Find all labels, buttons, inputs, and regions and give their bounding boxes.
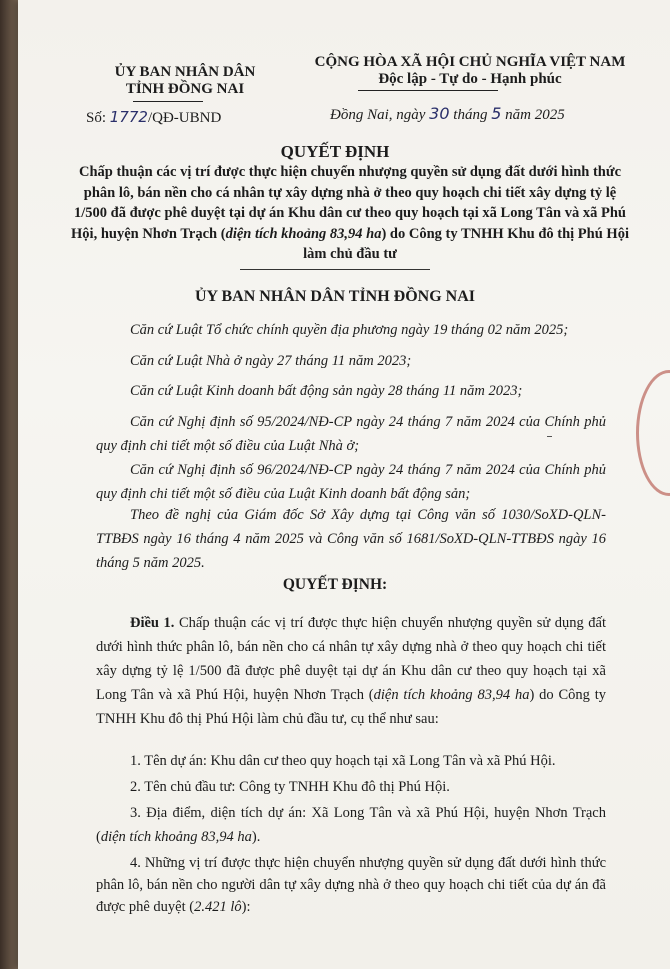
date-month: 5 [491, 104, 502, 123]
legal-basis-5: Căn cứ Nghị định số 96/2024/NĐ-CP ngày 24 tháng 7 năm 2024 của Chính phủ quy định chi tiết một số điều của Luật Kinh doanh bất động sản; [96, 462, 606, 502]
authority-line-1: ỦY BAN NHÂN DÂN [114, 64, 256, 80]
item-3-italic: diện tích khoảng 83,94 ha [100, 829, 252, 845]
summary-text-1: Chấp thuận các vị trí được thực hiện chuyển nhượng quyền sử dụng đất dưới hình thức phân lô, bán nền cho cá nhân tự xây dựng nhà ở theo quy hoạch chi tiết xây dựng tỷ lệ 1/500 đã được phê duyệt tại dự án Khu dân cư theo quy hoạch tại xã Long Tân và xã Phú Hội, huyện Nhơn Trạch ( [71, 164, 626, 242]
date-suffix: năm 2025 [501, 107, 565, 123]
legal-basis-6: Theo đề nghị của Giám đốc Sở Xây dựng tại Công văn số 1030/SoXD-QLN-TTBĐS ngày 16 tháng 4 năm 2025 và Công văn số 1681/SoXD-QLN-TTBĐS ngày 16 tháng 5 năm 2025. [96, 507, 606, 571]
legal-basis-1: Căn cứ Luật Tổ chức chính quyền địa phương ngày 19 tháng 02 năm 2025; [130, 322, 569, 338]
article-1 [96, 611, 606, 731]
stray-mark [547, 436, 552, 437]
number-suffix: /QĐ-UBND [147, 110, 222, 126]
header-left-divider [133, 101, 203, 102]
decision-heading: QUYẾT ĐỊNH: [282, 576, 388, 593]
issuer-heading: ỦY BAN NHÂN DÂN TỈNH ĐỒNG NAI [194, 288, 475, 305]
item-3 [96, 801, 606, 849]
number-handwritten: 1772 [109, 108, 148, 126]
item-4 [96, 852, 606, 918]
issue-date [330, 104, 565, 124]
item-1: 1. Tên dự án: Khu dân cư theo quy hoạch tại xã Long Tân và xã Phú Hội. [130, 753, 556, 769]
document-summary [70, 162, 630, 265]
number-prefix: Số: [86, 110, 110, 126]
item-4-text: 4. Những vị trí được thực hiện chuyển nhượng quyền sử dụng đất dưới hình thức phân lô, bán nền cho người dân tự xây dựng nhà ở theo quy hoạch chi tiết của dự án đã được phê duyệt ( [96, 855, 606, 915]
issuing-authority [95, 64, 275, 98]
date-prefix: Đồng Nai, ngày [330, 107, 430, 123]
item-4-italic: 2.421 lô [194, 899, 242, 915]
summary-italic: diện tích khoảng 83,94 ha [225, 225, 382, 242]
national-motto: Độc lập - Tự do - Hạnh phúc [378, 71, 562, 87]
item-3-end: ). [251, 829, 261, 845]
item-2: 2. Tên chủ đầu tư: Công ty TNHH Khu đô thị Phú Hội. [130, 779, 450, 795]
legal-basis-2: Căn cứ Luật Nhà ở ngày 27 tháng 11 năm 2023; [130, 353, 412, 369]
national-header [270, 54, 670, 88]
article-1-label: Điều 1. [130, 615, 175, 631]
summary-text-2: ) do Công ty TNHH Khu đô thị Phú Hội làm chủ đầu tư [303, 225, 629, 262]
date-mid: tháng [449, 107, 492, 123]
legal-basis-3: Căn cứ Luật Kinh doanh bất động sản ngày 28 tháng 11 năm 2023; [130, 383, 523, 399]
country-name: CỘNG HÒA XÃ HỘI CHỦ NGHĨA VIỆT NAM [314, 54, 626, 70]
date-day: 30 [429, 104, 450, 123]
header-right-divider [358, 90, 498, 91]
authority-line-2: TỈNH ĐỒNG NAI [125, 81, 245, 97]
document-title: QUYẾT ĐỊNH [280, 142, 390, 161]
summary-divider [240, 269, 430, 270]
article-1-text-1: Chấp thuận các vị trí được thực hiện chuyển nhượng quyền sử dụng đất dưới hình thức phân lô, bán nền cho cá nhân tự xây dựng nhà ở theo quy hoạch chi tiết xây dựng tỷ lệ 1/500 đã được phê duyệt tại dự án Khu dân cư theo quy hoạch tại xã Long Tân và xã Phú Hội, huyện Nhơn Trạch ( [96, 615, 607, 703]
document-number [86, 108, 221, 127]
legal-basis-4: Căn cứ Nghị định số 95/2024/NĐ-CP ngày 24 tháng 7 năm 2024 của Chính phủ quy định chi tiết một số điều của Luật Nhà ở; [96, 414, 606, 454]
article-1-text-2: ) do Công ty TNHH Khu đô thị Phú Hội làm chủ đầu tư, cụ thể như sau: [96, 687, 606, 727]
item-4-end: ): [241, 899, 251, 915]
item-3-text: 3. Địa điểm, diện tích dự án: Xã Long Tân và xã Phú Hội, huyện Nhơn Trạch ( [96, 805, 606, 845]
article-1-italic: diện tích khoảng 83,94 ha [373, 687, 530, 703]
